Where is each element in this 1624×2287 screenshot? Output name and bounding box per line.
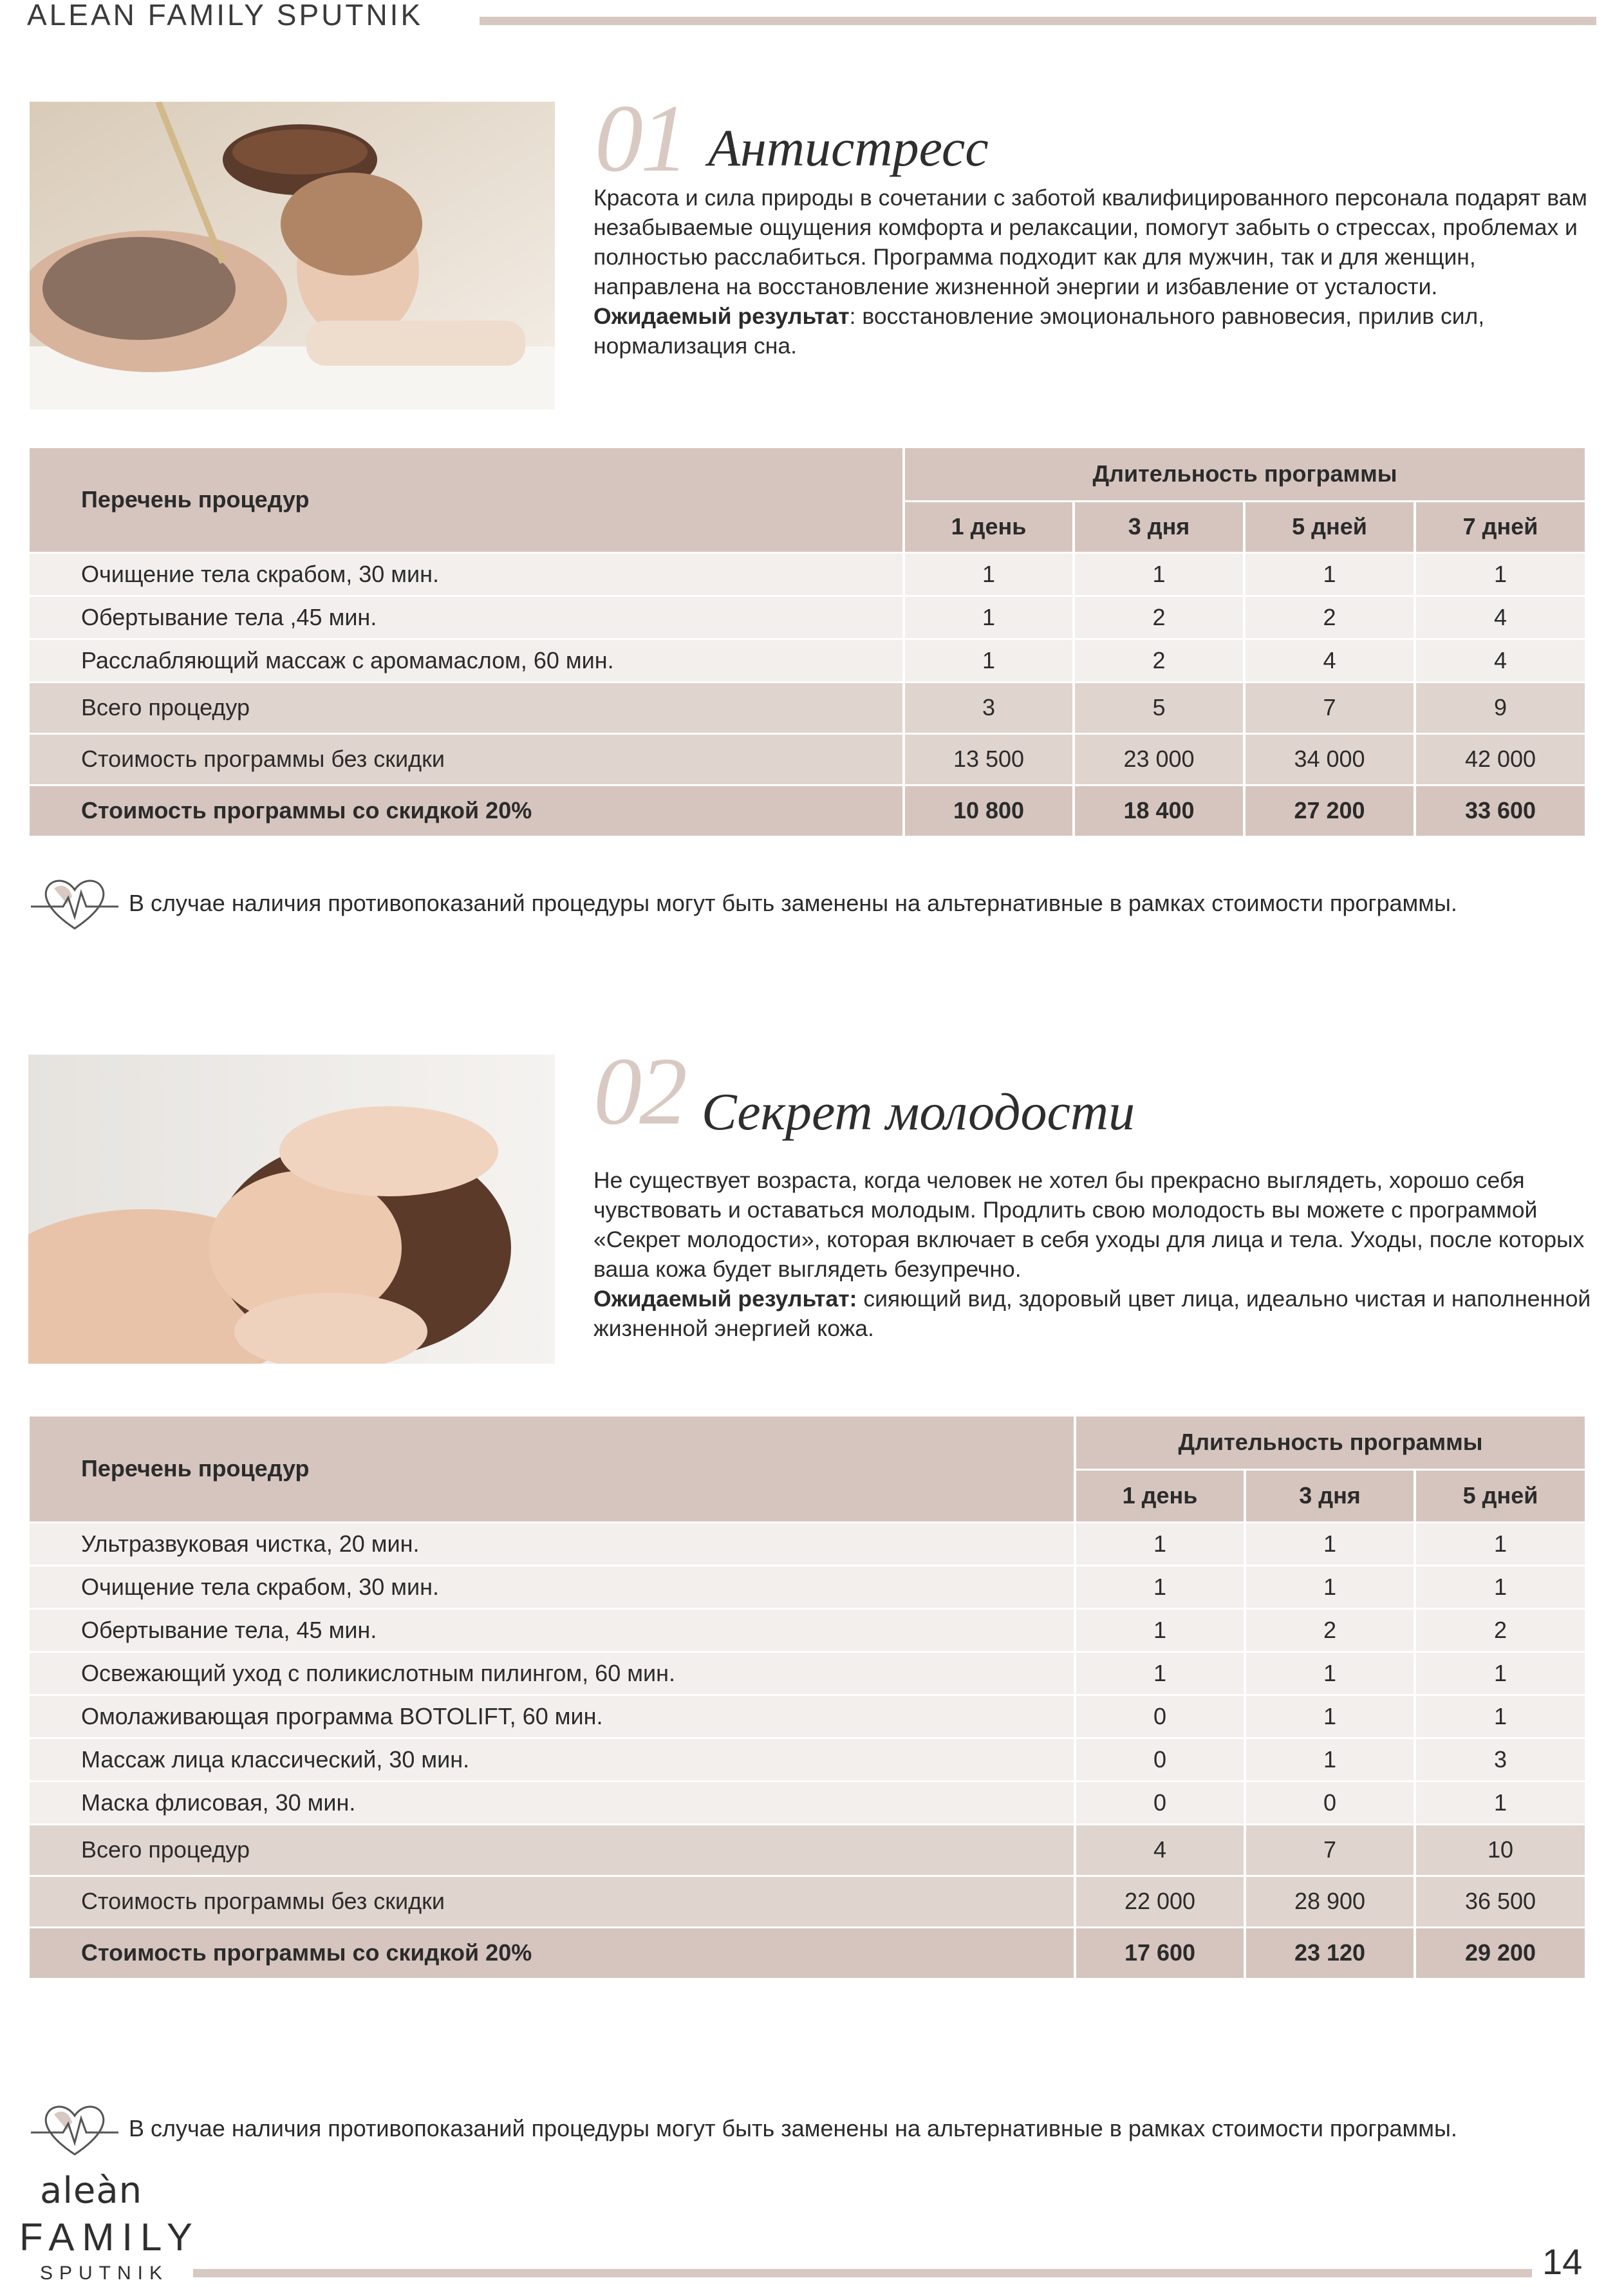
page-number: 14 (1542, 2241, 1583, 2282)
discount-value: 27 200 (1244, 785, 1415, 836)
program-02-price-table (30, 1416, 1585, 1980)
column-header: 3 дня (1245, 1469, 1415, 1522)
procedure-count: 2 (1245, 1608, 1415, 1652)
program-01-description-text: Красота и сила природы в сочетании с заботой квалифицированного персонала подарят вам незабываемые ощущения комфорта и релаксации, помогут забыть о стрессах, проблемах и полностью расслабиться. Программа подходит как для мужчин, так и для женщин, направлена на восстановление жизненной энергии и избавление от усталости. (593, 185, 1587, 299)
discount-value: 17 600 (1075, 1927, 1245, 1979)
procedure-count: 2 (1244, 596, 1415, 639)
price-value: 22 000 (1075, 1876, 1245, 1927)
price-row (30, 733, 1585, 785)
procedure-count: 1 (1415, 1695, 1585, 1738)
procedures-header: Перечень процедур (30, 1416, 1075, 1522)
procedure-name: Освежающий уход с поликислотным пилингом, 60 мин. (30, 1652, 1075, 1695)
heart-pulse-icon (28, 871, 121, 935)
procedure-name: Массаж лица классический, 30 мин. (30, 1738, 1075, 1781)
program-02-description (593, 1165, 1604, 1343)
discount-row (30, 1927, 1585, 1979)
price-value: 42 000 (1415, 733, 1585, 785)
program-01-photo (30, 102, 555, 409)
procedure-count: 1 (1415, 1781, 1585, 1824)
total-row (30, 1824, 1585, 1876)
procedure-count: 1 (1415, 1652, 1585, 1695)
procedure-count: 1 (1415, 1522, 1585, 1565)
table-row (30, 1695, 1585, 1738)
procedure-count: 4 (1244, 639, 1415, 682)
procedure-count: 1 (1075, 1522, 1245, 1565)
duration-header: Длительность программы (904, 448, 1585, 501)
procedure-count: 1 (1075, 1652, 1245, 1695)
program-02-number: 02 (593, 1038, 685, 1145)
procedure-count: 1 (904, 596, 1074, 639)
procedure-count: 2 (1074, 596, 1244, 639)
column-header: 7 дней (1415, 501, 1585, 552)
procedure-count: 1 (1245, 1522, 1415, 1565)
procedure-count: 2 (1415, 1608, 1585, 1652)
price-row (30, 1876, 1585, 1927)
program-02-photo (28, 1055, 555, 1364)
procedure-name: Очищение тела скрабом, 30 мин. (30, 552, 904, 596)
column-header: 1 день (1075, 1469, 1245, 1522)
header-brand: ALEAN FAMILY SPUTNIK (27, 0, 424, 32)
program-02-description-text: Не существует возраста, когда человек не хотел бы прекрасно выглядеть, хорошо себя чувствовать и оставаться молодым. Продлить свою молодость вы можете с программой «Секрет молодости», которая включает в себя уходы для лица и тела. Уходы, после которых ваша кожа будет выглядеть безупречно. (593, 1167, 1585, 1282)
procedures-header: Перечень процедур (30, 448, 904, 552)
total-value: 4 (1075, 1824, 1245, 1876)
procedure-count: 0 (1245, 1781, 1415, 1824)
discount-label: Стоимость программы со скидкой 20% (30, 1927, 1075, 1979)
procedure-count: 1 (1245, 1738, 1415, 1781)
procedure-count: 1 (1415, 552, 1585, 596)
footer-divider (193, 2269, 1532, 2277)
procedure-name: Ультразвуковая чистка, 20 мин. (30, 1522, 1075, 1565)
program-01-note: В случае наличия противопоказаний процедуры могут быть заменены на альтернативные в рамках стоимости программы. (129, 890, 1457, 916)
procedure-count: 1 (1074, 552, 1244, 596)
header-divider (480, 17, 1596, 25)
procedure-name: Очищение тела скрабом, 30 мин. (30, 1565, 1075, 1608)
procedure-count: 0 (1075, 1781, 1245, 1824)
procedure-count: 1 (1415, 1565, 1585, 1608)
table-row (30, 552, 1585, 596)
price-label: Стоимость программы без скидки (30, 733, 904, 785)
program-02-result-label: Ожидаемый результат: (593, 1286, 857, 1312)
program-01-price-table (30, 448, 1585, 838)
table-row (30, 1652, 1585, 1695)
total-value: 9 (1415, 682, 1585, 733)
total-value: 7 (1244, 682, 1415, 733)
discount-label: Стоимость программы со скидкой 20% (30, 785, 904, 836)
total-label: Всего процедур (30, 1824, 1075, 1876)
procedure-count: 2 (1074, 639, 1244, 682)
procedure-count: 1 (1245, 1652, 1415, 1695)
procedure-name: Расслабляющий массаж с аромамаслом, 60 мин. (30, 639, 904, 682)
total-label: Всего процедур (30, 682, 904, 733)
price-value: 36 500 (1415, 1876, 1585, 1927)
discount-value: 23 120 (1245, 1927, 1415, 1979)
discount-value: 33 600 (1415, 785, 1585, 836)
table-row (30, 1522, 1585, 1565)
total-value: 7 (1245, 1824, 1415, 1876)
price-value: 34 000 (1244, 733, 1415, 785)
procedure-count: 1 (1245, 1695, 1415, 1738)
discount-row (30, 785, 1585, 836)
column-header: 5 дней (1415, 1469, 1585, 1522)
program-01-title: Антистресс (708, 118, 989, 177)
procedure-name: Омолаживающая программа BOTOLIFT, 60 мин. (30, 1695, 1075, 1738)
program-02-note: В случае наличия противопоказаний процедуры могут быть заменены на альтернативные в рамках стоимости программы. (129, 2115, 1457, 2141)
program-01-number: 01 (595, 85, 686, 192)
procedure-count: 1 (904, 639, 1074, 682)
table-row (30, 639, 1585, 682)
table-row (30, 1781, 1585, 1824)
total-value: 5 (1074, 682, 1244, 733)
program-01-result-text: : восстановление эмоционального равновесия, прилив сил, нормализация сна. (593, 303, 1485, 359)
table-row (30, 1565, 1585, 1608)
duration-header: Длительность программы (1075, 1416, 1585, 1469)
price-value: 28 900 (1245, 1876, 1415, 1927)
price-value: 23 000 (1074, 733, 1244, 785)
procedure-count: 1 (1075, 1565, 1245, 1608)
column-header: 3 дня (1074, 501, 1244, 552)
procedure-count: 4 (1415, 596, 1585, 639)
column-header: 1 день (904, 501, 1074, 552)
total-row (30, 682, 1585, 733)
heart-pulse-icon (28, 2096, 121, 2161)
program-01-result-label: Ожидаемый результат (593, 303, 850, 329)
procedure-count: 0 (1075, 1695, 1245, 1738)
procedure-count: 3 (1415, 1738, 1585, 1781)
discount-value: 29 200 (1415, 1927, 1585, 1979)
discount-value: 10 800 (904, 785, 1074, 836)
table-row (30, 1738, 1585, 1781)
program-02-title: Секрет молодости (702, 1082, 1135, 1141)
procedure-count: 1 (904, 552, 1074, 596)
procedure-count: 1 (1075, 1608, 1245, 1652)
footer-logo-sputnik: SPUTNIK (40, 2263, 169, 2284)
program-02-result-text: сияющий вид, здоровый цвет лица, идеально чистая и наполненной жизненной энергией кожа. (593, 1286, 1591, 1341)
footer-logo-alean: aleàn (40, 2170, 143, 2212)
procedure-name: Маска флисовая, 30 мин. (30, 1781, 1075, 1824)
column-header: 5 дней (1244, 501, 1415, 552)
price-value: 13 500 (904, 733, 1074, 785)
price-label: Стоимость программы без скидки (30, 1876, 1075, 1927)
procedure-name: Обертывание тела, 45 мин. (30, 1608, 1075, 1652)
procedure-count: 0 (1075, 1738, 1245, 1781)
procedure-count: 1 (1244, 552, 1415, 596)
table-row (30, 596, 1585, 639)
discount-value: 18 400 (1074, 785, 1244, 836)
procedure-count: 4 (1415, 639, 1585, 682)
total-value: 3 (904, 682, 1074, 733)
table-row (30, 1608, 1585, 1652)
footer-logo-family: FAMILY (19, 2216, 200, 2259)
total-value: 10 (1415, 1824, 1585, 1876)
program-01-description (593, 183, 1604, 361)
procedure-count: 1 (1245, 1565, 1415, 1608)
procedure-name: Обертывание тела ,45 мин. (30, 596, 904, 639)
